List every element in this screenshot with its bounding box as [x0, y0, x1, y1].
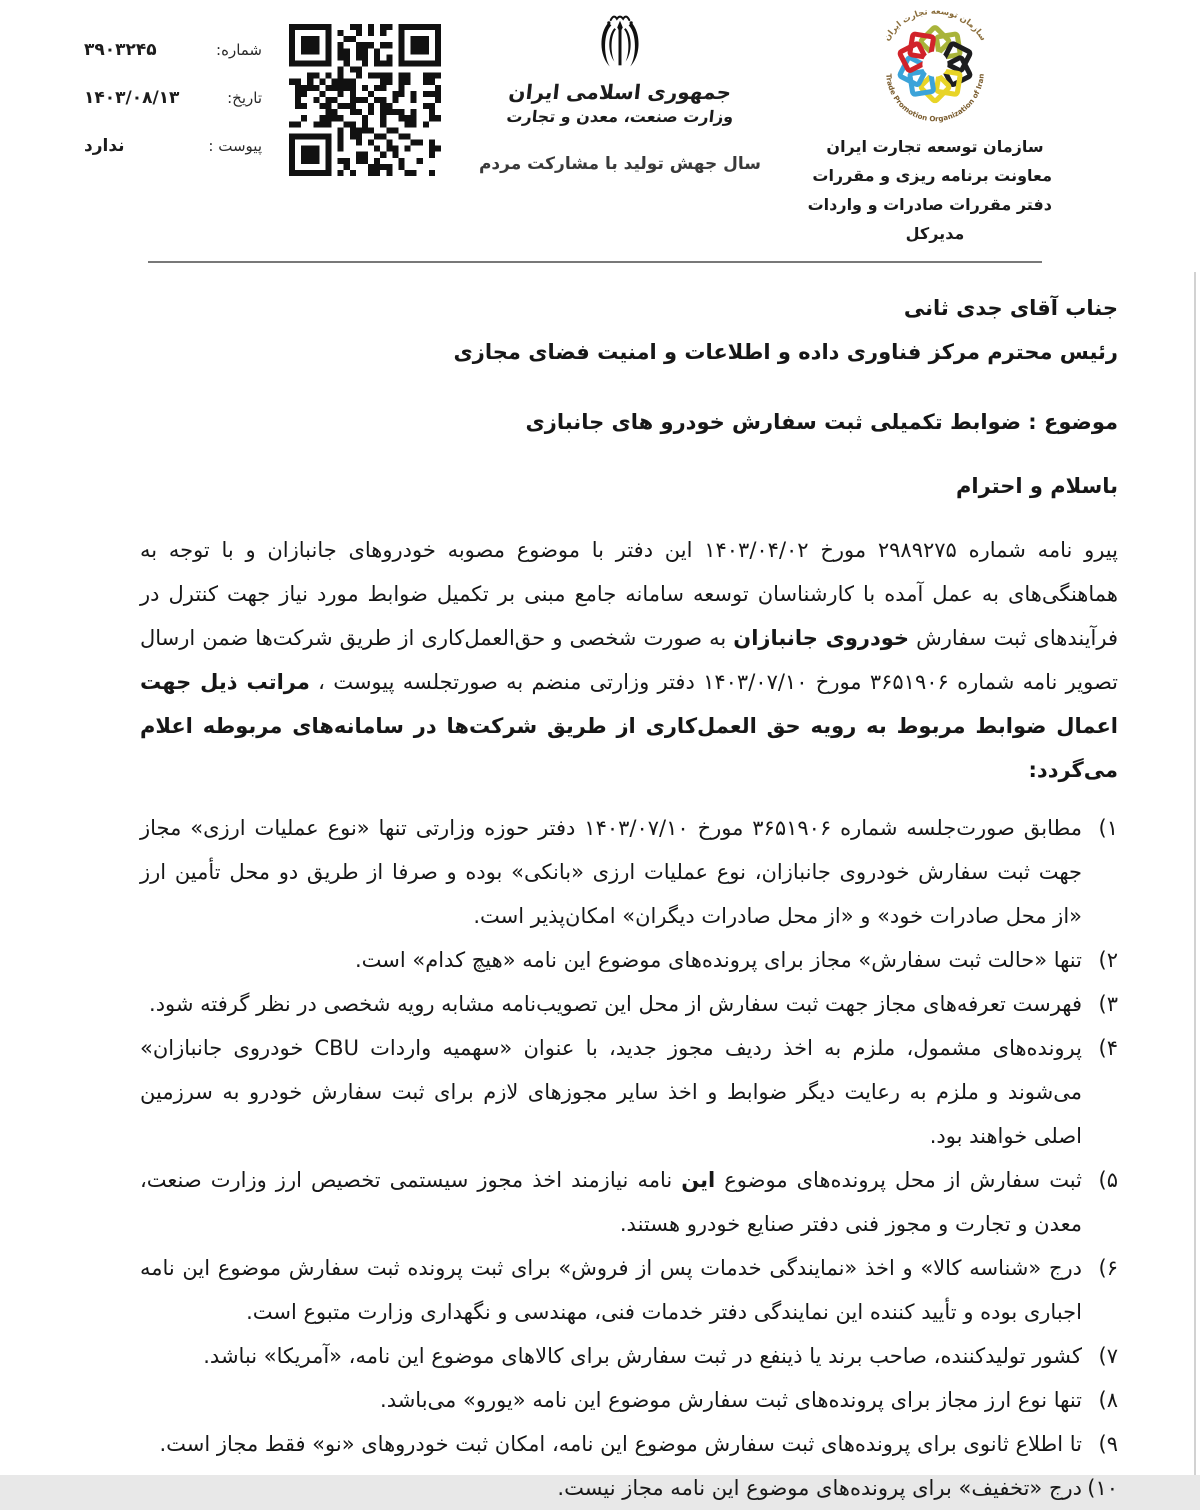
svg-text:سازمان توسعه تجارت ایران: سازمان توسعه تجارت ایران: [881, 5, 989, 43]
year-slogan: سال جهش تولید با مشارکت مردم: [478, 154, 762, 174]
text-run: درج «تخفیف» برای پرونده‌های موضوع این نامه مجاز نیست.: [557, 1476, 1082, 1500]
intro-paragraph: [140, 528, 1118, 792]
item-text: [140, 1026, 1082, 1158]
text-run: تنها نوع ارز مجاز برای پرونده‌های ثبت سفارش موضوع این نامه «یورو» می‌باشد.: [380, 1388, 1082, 1412]
list-item: [140, 1466, 1118, 1510]
bold-text-run: خودروی جانبازان: [733, 626, 910, 650]
item-text: [140, 1334, 1082, 1378]
list-item: [140, 1422, 1118, 1466]
bold-text-run: این: [681, 1168, 716, 1192]
letterhead-meta: [84, 40, 262, 184]
item-number: ۱۰): [1087, 1476, 1118, 1500]
qr-code-icon: [289, 24, 441, 176]
item-text: [140, 938, 1082, 982]
org-deputy: معاونت برنامه ریزی و مقررات: [812, 166, 1052, 185]
date-label: تاریخ:: [227, 89, 262, 107]
national-header: [462, 12, 778, 174]
attachment-label: پیوست :: [208, 137, 262, 155]
letter-body: [140, 286, 1118, 1510]
header-divider: [148, 261, 1042, 263]
list-item: [140, 1246, 1118, 1334]
item-number: ۷): [1098, 1344, 1118, 1368]
number-label: شماره:: [216, 41, 262, 59]
meta-row-date: [84, 88, 262, 136]
item-text: [140, 982, 1082, 1026]
republic-title: جمهوری اسلامی ایران: [507, 80, 733, 104]
ministry-title: وزارت صنعت، معدن و تجارت: [505, 107, 735, 126]
bold-text-run: مراتب ذیل جهت اعمال ضوابط مربوط به رویه حق العمل‌کاری از طریق شرکت‌ها در سامانه‌های مربوطه اعلام می‌گردد:: [140, 670, 1118, 782]
list-item: [140, 1158, 1118, 1246]
org-name: سازمان توسعه تجارت ایران: [826, 137, 1044, 156]
text-run: فهرست تعرفه‌های مجاز جهت ثبت سفارش از محل این تصویب‌نامه مشابه رویه شخصی در نظر گرفته شود.: [149, 992, 1082, 1016]
attachment-value: ندارد: [84, 136, 125, 156]
svg-text:Trade Promotion Organization o: Trade Promotion Organization of Iran: [884, 73, 986, 124]
date-value: ۱۴۰۳/۰۸/۱۳: [84, 88, 180, 108]
item-text: [140, 1246, 1082, 1334]
item-text: [140, 1466, 1082, 1510]
subject-line: موضوع : ضوابط تکمیلی ثبت سفارش خودرو های جانبازی: [525, 410, 1118, 434]
list-item: [140, 938, 1118, 982]
text-run: تنها «حالت ثبت سفارش» مجاز برای پرونده‌های موضوع این نامه «هیچ کدام» است.: [354, 948, 1082, 972]
list-item: [140, 1026, 1118, 1158]
page-edge-line: [1194, 272, 1196, 1475]
item-text: [140, 806, 1082, 938]
item-number: ۵): [1098, 1168, 1118, 1192]
organization-header: [807, 2, 1052, 248]
list-item: [140, 1378, 1118, 1422]
tpo-logo-icon: [867, 2, 1003, 128]
text-run: کشور تولیدکننده، صاحب برند یا ذینفع در ثبت سفارش برای کالاهای موضوع این نامه، «آمریکا» نباشد.: [203, 1344, 1082, 1368]
item-number: ۳): [1098, 992, 1118, 1016]
org-office: دفتر مقررات صادرات و واردات: [807, 195, 1052, 214]
item-number: ۸): [1098, 1388, 1118, 1412]
item-number: ۱): [1098, 816, 1118, 840]
recipient-title: رئیس محترم مرکز فناوری داده و اطلاعات و امنیت فضای مجازی: [453, 340, 1118, 364]
item-number: ۶): [1098, 1256, 1118, 1280]
text-run: تا اطلاع ثانوی برای پرونده‌های ثبت سفارش موضوع این نامه، امکان ثبت خودروهای «نو» فقط مجاز است.: [159, 1432, 1082, 1456]
text-run: ثبت سفارش از محل پرونده‌های موضوع: [715, 1168, 1082, 1192]
text-run: نامه نیازمند اخذ مجوز سیستمی تخصیص ارز وزارت صنعت، معدن و تجارت و مجوز فنی دفتر صنایع خودرو هستند.: [140, 1168, 1082, 1236]
iran-national-emblem-icon: [588, 12, 652, 74]
meta-row-attachment: [84, 136, 262, 184]
item-number: ۲): [1098, 948, 1118, 972]
meta-row-number: [84, 40, 262, 88]
item-text: [140, 1158, 1082, 1246]
text-run: پیرو نامه شماره ۲۹۸۹۲۷۵ مورخ ۱۴۰۳/۰۴/۰۲ این دفتر با موضوع مصوبه خودروهای جانبازان و با توجه به هماهنگی‌های به عمل آمده با کارشناسان توسعه سامانه جامع مبنی بر تکمیل ضوابط مورد نیاز جهت کنترل در فرآیندهای ثبت سفارش: [140, 538, 1119, 650]
list-item: [140, 982, 1118, 1026]
text-run: به صورت شخصی و حق‌العمل‌کاری از طریق شرکت‌ها ضمن ارسال تصویر نامه شماره ۳۶۵۱۹۰۶ مورخ ۱۴۰۳/۰۷/۱۰ دفتر وزارتی منضم به صورتجلسه پیوست ،: [140, 626, 1119, 694]
list-item: [140, 1334, 1118, 1378]
text-run: مطابق صورت‌جلسه شماره ۳۶۵۱۹۰۶ مورخ ۱۴۰۳/۰۷/۱۰ دفتر حوزه وزارتی تنها «نوع عملیات ارزی» مجاز جهت ثبت سفارش خودروی جانبازان، نوع عملیات ارزی «بانکی» بوده و صرفا از طریق دو محل تأمین ارز «از محل صادرات خود» و «از محل صادرات دیگران» امکان‌پذیر است.: [140, 816, 1082, 928]
item-text: [140, 1378, 1082, 1422]
org-role: مدیرکل: [905, 224, 965, 243]
text-run: پرونده‌های مشمول، ملزم به اخذ ردیف مجوز جدید، با عنوان «سهمیه واردات CBU خودروی جانبازان» می‌شوند و ملزم به رعایت دیگر ضوابط و اخذ سایر مجوزهای لازم برای ثبت سفارش خودرو به سرزمین اصلی خواهند بود.: [140, 1036, 1082, 1148]
item-number: ۹): [1098, 1432, 1118, 1456]
directive-list: [140, 806, 1118, 1510]
list-item: [140, 806, 1118, 938]
item-text: [140, 1422, 1082, 1466]
item-number: ۴): [1098, 1036, 1118, 1060]
recipient-name: جناب آقای جدی ثانی: [903, 296, 1118, 320]
text-run: درج «شناسه کالا» و اخذ «نمایندگی خدمات پس از فروش» برای ثبت پرونده ثبت سفارش موضوع این نامه اجباری بوده و تأیید کننده این نمایندگی دفتر خدمات فنی، مهندسی و نگهداری وزارت متبوع است.: [140, 1256, 1082, 1324]
salutation: باسلام و احترام: [956, 474, 1118, 498]
number-value: ۳۹۰۳۲۴۵: [84, 40, 157, 60]
